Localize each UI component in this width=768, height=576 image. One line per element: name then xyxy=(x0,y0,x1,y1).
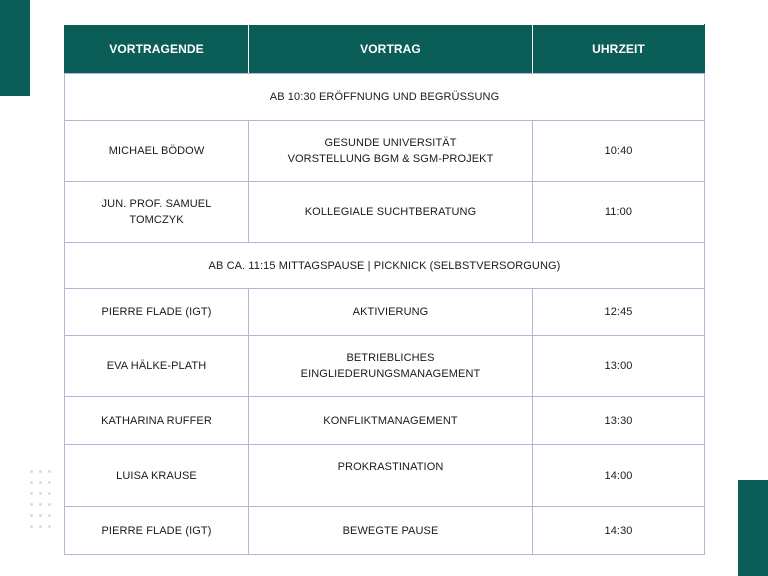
table-row xyxy=(65,507,705,555)
time-cell: 14:00 xyxy=(533,445,705,507)
time-cell: 13:30 xyxy=(533,397,705,445)
schedule-table xyxy=(64,24,705,555)
decorative-accent-bar-top xyxy=(0,0,30,96)
speaker-cell: PIERRE FLADE (IGT) xyxy=(65,507,249,555)
opening-note: AB 10:30 ERÖFFNUNG UND BEGRÜSSUNG xyxy=(65,74,705,121)
break-row xyxy=(65,243,705,289)
speaker-cell: LUISA KRAUSE xyxy=(65,445,249,507)
time-cell: 10:40 xyxy=(533,121,705,182)
speaker-cell: EVA HÄLKE-PLATH xyxy=(65,336,249,397)
table-row xyxy=(65,182,705,243)
speaker-cell: PIERRE FLADE (IGT) xyxy=(65,289,249,336)
table-row xyxy=(65,121,705,182)
talk-cell: KONFLIKTMANAGEMENT xyxy=(249,397,533,445)
speaker-cell: JUN. PROF. SAMUEL TOMCZYK xyxy=(65,182,249,243)
talk-cell: BEWEGTE PAUSE xyxy=(249,507,533,555)
break-note: AB CA. 11:15 MITTAGSPAUSE | PICKNICK (SELBSTVERSORGUNG) xyxy=(65,243,705,289)
opening-row xyxy=(65,74,705,121)
table-row xyxy=(65,397,705,445)
talk-cell: KOLLEGIALE SUCHTBERATUNG xyxy=(249,182,533,243)
talk-cell: PROKRASTINATION xyxy=(249,445,533,507)
time-cell: 11:00 xyxy=(533,182,705,243)
header-time: UHRZEIT xyxy=(533,25,705,74)
time-cell: 12:45 xyxy=(533,289,705,336)
speaker-cell: MICHAEL BÖDOW xyxy=(65,121,249,182)
header-talk: VORTRAG xyxy=(249,25,533,74)
header-row xyxy=(65,25,705,74)
time-cell: 14:30 xyxy=(533,507,705,555)
table-row xyxy=(65,289,705,336)
talk-cell: GESUNDE UNIVERSITÄT VORSTELLUNG BGM & SGM-PROJEKT xyxy=(249,121,533,182)
decorative-accent-bar-bottom xyxy=(738,480,768,576)
table-row xyxy=(65,336,705,397)
talk-cell: BETRIEBLICHES EINGLIEDERUNGSMANAGEMENT xyxy=(249,336,533,397)
talk-cell: AKTIVIERUNG xyxy=(249,289,533,336)
speaker-cell: KATHARINA RUFFER xyxy=(65,397,249,445)
header-speaker: VORTRAGENDE xyxy=(65,25,249,74)
decorative-dot-grid xyxy=(30,470,51,528)
time-cell: 13:00 xyxy=(533,336,705,397)
table-row xyxy=(65,445,705,507)
